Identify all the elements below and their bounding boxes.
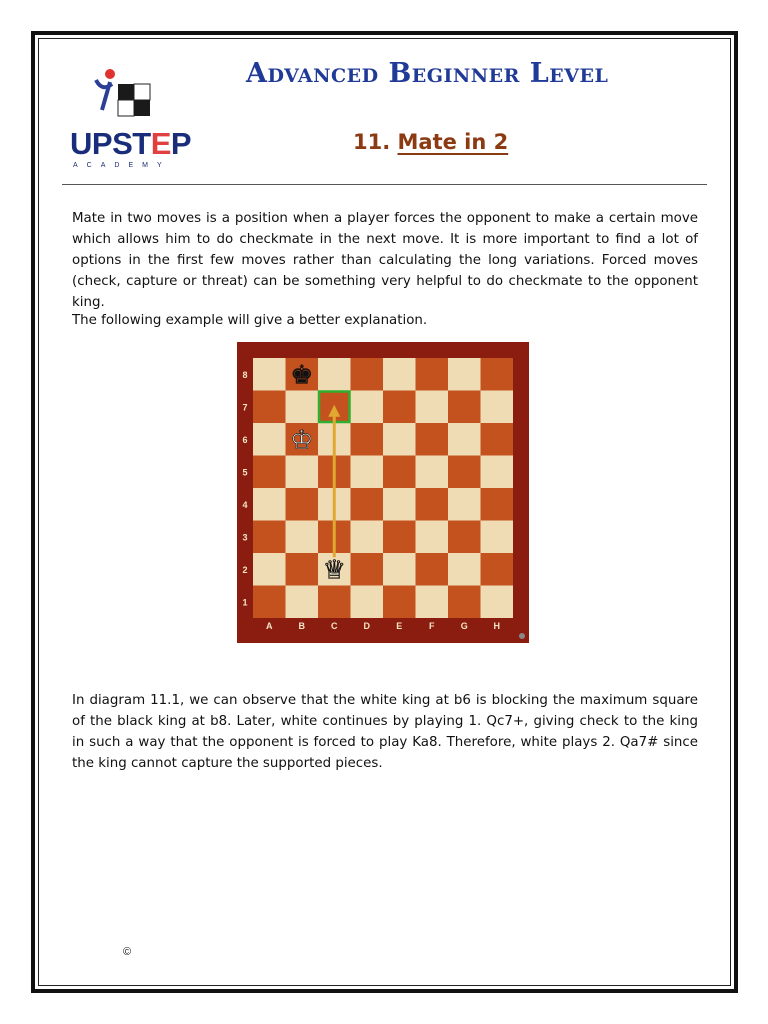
board-square-f4: [416, 488, 449, 521]
explanation-paragraph: In diagram 11.1, we can observe that the white king at b6 is blocking the maximum square of the black king at b8. Later, white continues by playing 1. Qc7+, giving check to the king in such a way that the opponent is forced to play Ka8. Therefore, white plays 2. Qa7# since the king cannot capture the supported pieces.: [72, 693, 698, 771]
board-square-c1: [318, 586, 351, 619]
board-square-b3: [286, 521, 319, 554]
board-square-g7: [448, 391, 481, 424]
board-square-d3: [351, 521, 384, 554]
board-square-g4: [448, 488, 481, 521]
logo-wordmark: UPSTEP: [70, 126, 192, 161]
board-square-h4: [481, 488, 514, 521]
board-square-g2: [448, 553, 481, 586]
board-square-e2: [383, 553, 416, 586]
board-square-h8: [481, 358, 514, 391]
file-label: B: [298, 621, 305, 631]
board-square-b5: [286, 456, 319, 489]
board-square-a8: [253, 358, 286, 391]
board-square-d6: [351, 423, 384, 456]
board-square-f1: [416, 586, 449, 619]
board-square-g1: [448, 586, 481, 619]
file-label: G: [460, 621, 468, 631]
black-king-icon: ♚: [290, 360, 314, 391]
corner-dot-icon: [519, 633, 525, 639]
logo-tagline: ACADEMY: [73, 162, 171, 169]
board-square-g3: [448, 521, 481, 554]
board-square-g6: [448, 423, 481, 456]
board-square-h5: [481, 456, 514, 489]
intro-paragraph: Mate in two moves is a position when a player forces the opponent to make a certain move which allows him to do checkmate in the next move. It is more important to find a lot of options in the first few moves rather than calculating the long variations. Forced moves (check, capture or threat) can be something very helpful to do checkmate to the opponent king.: [72, 211, 698, 310]
file-label: C: [331, 621, 338, 631]
board-square-e7: [383, 391, 416, 424]
board-square-d4: [351, 488, 384, 521]
board-square-e6: [383, 423, 416, 456]
file-label: H: [493, 621, 500, 631]
rank-label: 6: [242, 435, 248, 445]
rank-label: 7: [242, 402, 248, 413]
board-square-d2: [351, 553, 384, 586]
board-square-g8: [448, 358, 481, 391]
board-square-h6: [481, 423, 514, 456]
board-square-b4: [286, 488, 319, 521]
board-square-d1: [351, 586, 384, 619]
board-square-h2: [481, 553, 514, 586]
board-square-g5: [448, 456, 481, 489]
logo-mark-icon: [70, 62, 190, 128]
board-square-e1: [383, 586, 416, 619]
rank-label: 1: [242, 597, 248, 608]
board-square-e8: [383, 358, 416, 391]
chess-diagram: [237, 342, 529, 643]
upstep-logo: [70, 62, 190, 172]
chapter-name: Mate in 2: [397, 130, 509, 154]
file-label: D: [363, 621, 370, 631]
board-square-d5: [351, 456, 384, 489]
white-king-icon: ♔: [290, 425, 314, 456]
file-label: A: [266, 621, 273, 631]
board-square-a6: [253, 423, 286, 456]
board-square-b1: [286, 586, 319, 619]
board-square-e3: [383, 521, 416, 554]
chapter-number: 11.: [353, 130, 391, 154]
board-square-b7: [286, 391, 319, 424]
rank-label: 3: [242, 532, 248, 543]
board-square-h7: [481, 391, 514, 424]
example-lead-paragraph: The following example will give a better explanation.: [72, 313, 428, 328]
rank-label: 8: [242, 370, 248, 380]
rank-label: 5: [242, 467, 248, 478]
file-label: E: [396, 621, 403, 631]
board-square-f8: [416, 358, 449, 391]
board-square-a5: [253, 456, 286, 489]
rank-label: 4: [242, 500, 248, 510]
chapter-title: [353, 130, 508, 154]
copyright-mark: ©: [123, 946, 132, 958]
file-label: F: [429, 621, 435, 631]
board-square-a7: [253, 391, 286, 424]
board-square-h3: [481, 521, 514, 554]
level-title: Advanced Beginner Level: [246, 58, 609, 89]
rank-label: 2: [242, 565, 248, 575]
board-square-c8: [318, 358, 351, 391]
board-square-b2: [286, 553, 319, 586]
board-square-d8: [351, 358, 384, 391]
chess-board: [237, 342, 529, 643]
board-square-d7: [351, 391, 384, 424]
board-square-f2: [416, 553, 449, 586]
board-square-f7: [416, 391, 449, 424]
board-square-f6: [416, 423, 449, 456]
board-square-e5: [383, 456, 416, 489]
board-square-a2: [253, 553, 286, 586]
header-divider: [62, 184, 707, 185]
board-square-a1: [253, 586, 286, 619]
white-queen-icon: ♕: [322, 555, 346, 586]
board-square-a3: [253, 521, 286, 554]
board-square-h1: [481, 586, 514, 619]
board-square-a4: [253, 488, 286, 521]
board-square-e4: [383, 488, 416, 521]
board-square-f5: [416, 456, 449, 489]
board-square-f3: [416, 521, 449, 554]
